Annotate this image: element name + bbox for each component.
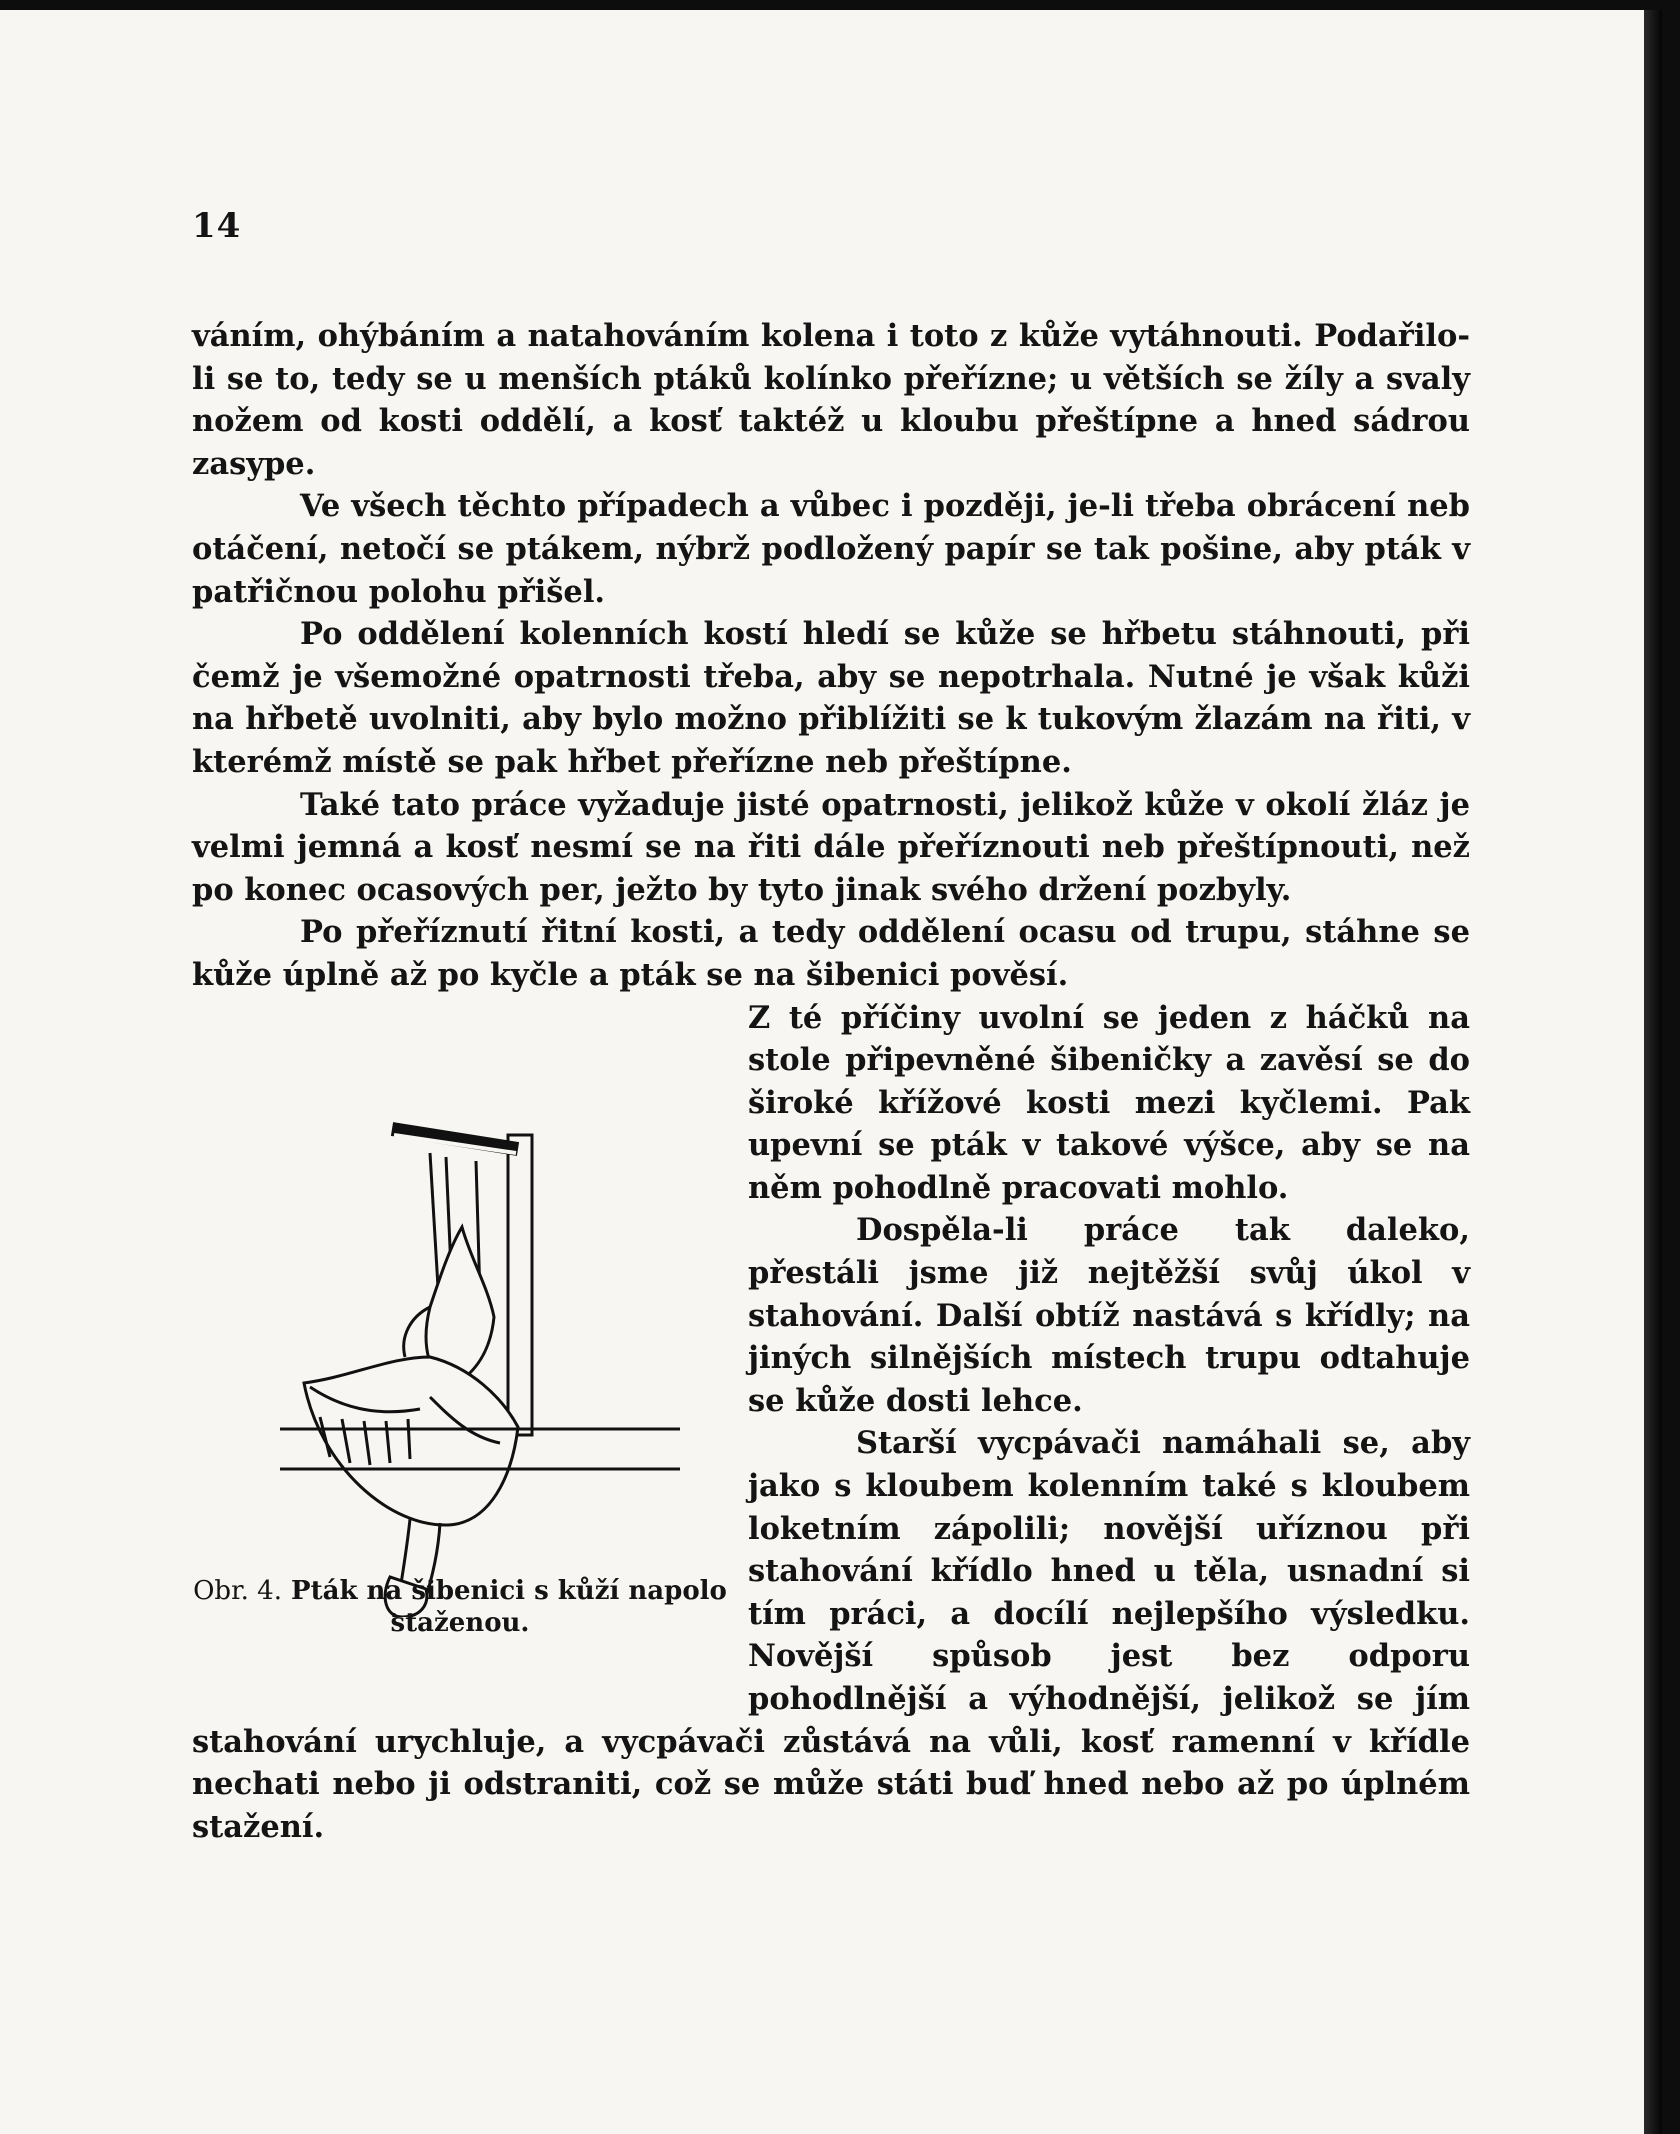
wrap-paragraph-3: Starší vycpávači namáhali se, aby jako s kloubem kolenním také s kloubem loketním zápolili; novější uříznou při stahování křídlo hned u těla, usnadní si tím práci, a docílí nejlepšího výsledku. Novější spůsob jest bez odporu pohodlnější a výhodnější, jelikož se jím stahování urychluje, a vycpávači zůstává na vůli, kosť ramenní v křídle nechati nebo ji odstraniti, což se může státi buď hned nebo až po úplném stažení. (192, 1425, 1470, 1845)
figure-label: Obr. 4. (193, 1575, 282, 1606)
bird-on-gallows-illustration (280, 1057, 680, 1617)
paragraph-4: Také tato práce vyžaduje jisté opatrnosti, jelikož kůže v okolí žláz je velmi jemná a kosť nesmí se na řiti dále přeříznouti neb přeštípnouti, než po konec ocasových per, ježto by tyto jinak svého držení pozbyly. (192, 786, 1470, 908)
figure-caption (192, 1575, 728, 1639)
figure-caption-text: Pták na šibenici s kůží napolo staženou. (291, 1575, 727, 1638)
body-text (192, 315, 1470, 1848)
paragraph-5: Po přeříznutí řitní kosti, a tedy oddělení ocasu od trupu, stáhne se kůže úplně až po kyčle a pták se na šibenici pověsí. (192, 914, 1470, 993)
paragraph-2: Ve všech těchto případech a vůbec i později, je-li třeba obrácení neb otáčení, netočí se ptákem, nýbrž podložený papír se tak pošine, aby pták v patřičnou polohu přišel. (192, 488, 1470, 610)
paragraph-3: Po oddělení kolenních kostí hledí se kůže se hřbetu stáhnouti, při čemž je všemožné opatrnosti třeba, aby se nepotrhala. Nutné je však kůži na hřbetě uvolniti, aby bylo možno přiblížiti se k tukovým žlazám na řiti, v kterémž místě se pak hřbet přeřízne neb přeštípne. (192, 616, 1470, 780)
page-number: 14 (192, 206, 242, 246)
book-page (0, 10, 1662, 2134)
paragraph-1: váním, ohýbáním a natahováním kolena i toto z kůže vytáhnouti. Podařilo-li se to, tedy se u menších ptáků kolínko přeřízne; u větších se žíly a svaly nožem od kosti oddělí, a kosť taktéž u kloubu přeštípne a hned sádrou zasype. (192, 318, 1470, 482)
page-edge-shadow (1644, 10, 1662, 2134)
wrap-paragraph-2: Dospěla-li práce tak daleko, přestáli jsme již nejtěžší svůj úkol v stahování. Další obtíž nastává s křídly; na jiných silnějších místech trupu odtahuje se kůže dosti lehce. (748, 1212, 1470, 1419)
wrap-paragraph-1: Z té příčiny uvolní se jeden z háčků na stole připevněné šibeničky a zavěsí se do široké křížové kosti mezi kyčlemi. Pak upevní se pták v takové výšce, aby se na něm pohodlně pracovati mohlo. (748, 999, 1470, 1206)
figure-4 (192, 997, 728, 1699)
